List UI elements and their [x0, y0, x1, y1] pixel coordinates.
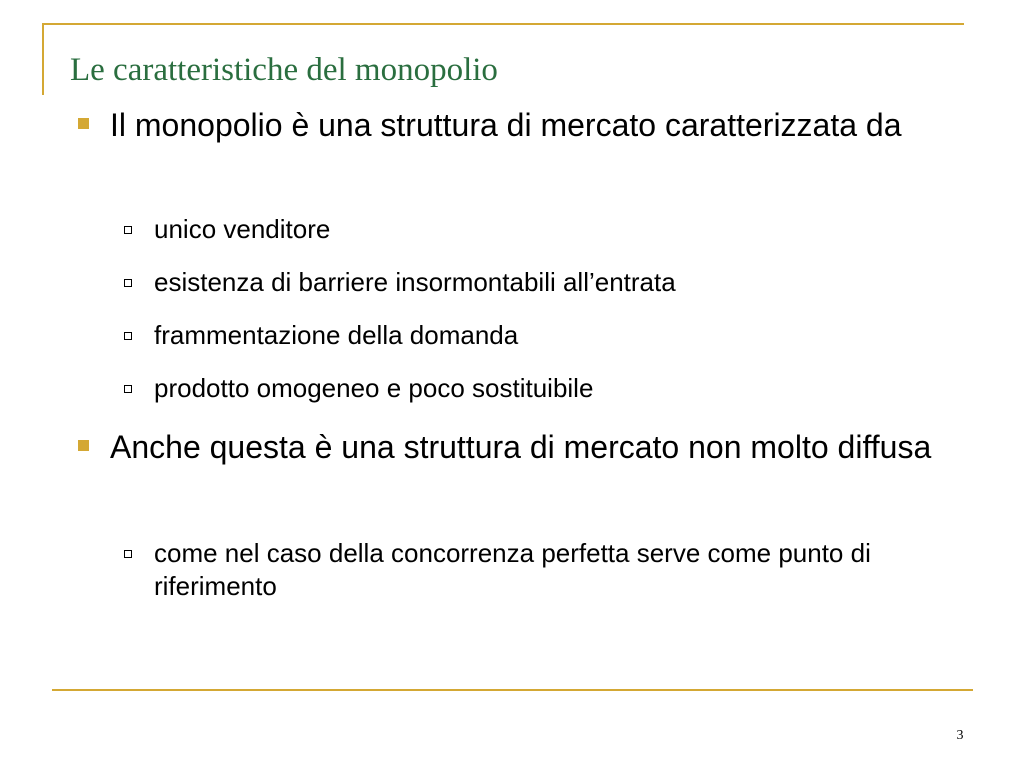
hollow-square-bullet-icon — [124, 226, 132, 234]
bottom-border-line — [52, 689, 973, 691]
hollow-square-bullet-icon — [124, 550, 132, 558]
left-border-line — [42, 23, 44, 95]
slide-title: Le caratteristiche del monopolio — [70, 52, 498, 88]
sub-bullet-item — [124, 319, 944, 352]
sub-bullet-item — [124, 213, 944, 246]
hollow-square-bullet-icon — [124, 332, 132, 340]
sub-bullet-text: frammentazione della domanda — [154, 320, 519, 350]
sub-bullet-item — [124, 266, 944, 299]
bullet-item — [78, 106, 948, 144]
page-number: 3 — [956, 728, 964, 743]
filled-square-bullet-icon — [78, 440, 89, 451]
bullet-item — [78, 428, 948, 466]
sub-bullet-text: prodotto omogeneo e poco sostituibile — [154, 373, 594, 403]
sub-bullet-item — [124, 537, 944, 603]
sub-bullet-text: come nel caso della concorrenza perfetta serve come punto di riferimento — [154, 538, 871, 601]
bullet-text: Il monopolio è una struttura di mercato caratterizzata da — [110, 107, 902, 143]
hollow-square-bullet-icon — [124, 279, 132, 287]
sub-bullet-item — [124, 372, 944, 405]
sub-bullet-text: unico venditore — [154, 214, 331, 244]
hollow-square-bullet-icon — [124, 385, 132, 393]
bullet-text: Anche questa è una struttura di mercato non molto diffusa — [110, 429, 932, 465]
filled-square-bullet-icon — [78, 118, 89, 129]
sub-bullet-text: esistenza di barriere insormontabili all’entrata — [154, 267, 676, 297]
top-border-line — [42, 23, 964, 25]
